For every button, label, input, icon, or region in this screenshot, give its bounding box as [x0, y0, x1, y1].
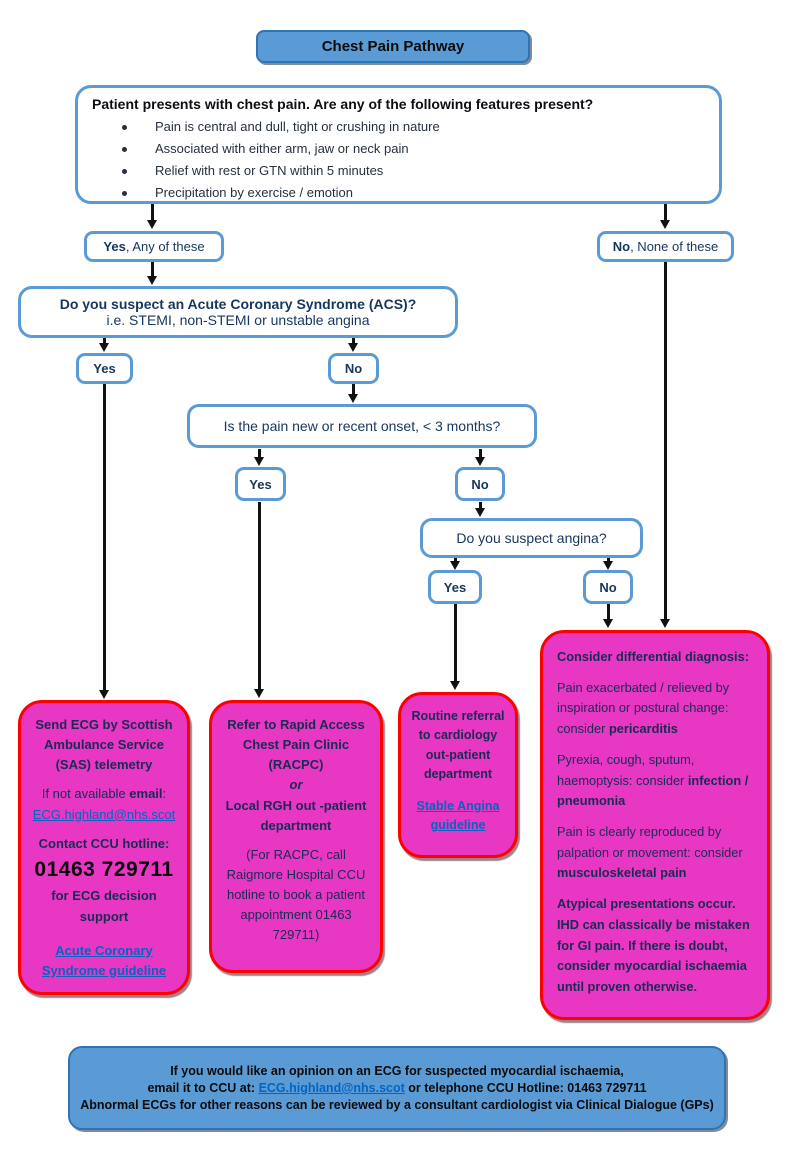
footer-ecg-opinion-banner — [68, 1046, 726, 1130]
angina-no-box — [583, 570, 633, 604]
differential-infection: Pyrexia, cough, sputum, haemoptysis: consider infection / pneumonia — [557, 751, 749, 809]
differential-pericarditis: Pain exacerbated / relieved by inspiration or postural change: consider pericarditis — [557, 679, 730, 737]
acs-question: Do you suspect an Acute Coronary Syndrome (ACS)? — [59, 296, 417, 312]
angina-yes-box — [428, 570, 482, 604]
entry-question-box — [75, 85, 722, 204]
branch-no-none-label: No, None of these — [612, 239, 719, 254]
arrow-angina-to-yes — [454, 558, 457, 561]
pain-new-no-box — [455, 467, 505, 501]
pain-new-yes-box — [235, 467, 286, 501]
arrow-no-none-to-differential — [664, 262, 667, 619]
acs-decision-box — [18, 286, 458, 338]
ccu-hotline: Contact CCU hotline: 01463 729711 for ECG decision support — [34, 835, 174, 924]
arrow-pain-new-no-to-angina — [479, 502, 482, 508]
differential-heading: Consider differential diagnosis: — [557, 649, 749, 664]
differential-atypical: Atypical presentations occur. IHD can classically be mistaken for GI pain. If there is doubt, consider myocardial ischaemia until proven otherwise. — [557, 896, 750, 995]
branch-yes-any-box — [84, 231, 224, 262]
entry-question-heading: Patient presents with chest pain. Are any of the following features present? — [92, 96, 594, 112]
arrow-pain-new-to-no — [479, 449, 482, 457]
differential-musculoskeletal: Pain is clearly reproduced by palpation or movement: consider musculoskeletal pain — [557, 824, 743, 881]
routine-referral-heading: Routine referral to cardiology out-patient department — [411, 709, 505, 782]
page-title — [256, 30, 530, 63]
list-item: Relief with rest or GTN within 5 minutes — [92, 160, 703, 182]
acs-no-box — [328, 353, 379, 384]
send-ecg-action-box — [18, 700, 190, 995]
differential-diagnosis-box — [540, 630, 770, 1020]
list-item: Pain is central and dull, tight or crushing in nature — [92, 116, 703, 138]
angina-question: Do you suspect angina? — [456, 530, 607, 546]
acs-no-label: No — [344, 361, 363, 376]
pain-new-question: Is the pain new or recent onset, < 3 months? — [223, 418, 501, 434]
arrow-angina-to-no — [607, 558, 610, 561]
arrow-angina-yes-to-routine — [454, 604, 457, 681]
arrow-pain-new-to-yes — [258, 449, 261, 457]
footer-line2: email it to CCU at: ECG.highland@nhs.scot or telephone CCU Hotline: 01463 729711 — [147, 1081, 647, 1095]
arrow-entry-to-no-none — [664, 204, 667, 220]
racpc-heading: Refer to Rapid Access Chest Pain Clinic (RACPC) — [227, 717, 365, 773]
racpc-or: or — [289, 777, 303, 793]
angina-decision-box — [420, 518, 643, 558]
send-ecg-availability: If not available email: ECG.highland@nhs.scot — [32, 786, 176, 822]
rgh-heading: Local RGH out -patient department — [225, 797, 367, 833]
arrow-acs-to-no — [352, 338, 355, 343]
arrow-pain-new-yes-to-racpc — [258, 502, 261, 689]
angina-no-label: No — [599, 579, 617, 595]
ecg-email-link[interactable]: ECG.highland@nhs.scot — [32, 806, 176, 822]
arrow-angina-no-to-differential — [607, 604, 610, 619]
acs-yes-label: Yes — [93, 361, 116, 376]
pain-new-decision-box — [187, 404, 537, 448]
pain-new-yes-label: Yes — [249, 476, 272, 492]
entry-feature-list — [92, 116, 703, 204]
routine-referral-action-box — [398, 692, 518, 858]
send-ecg-heading: Send ECG by Scottish Ambulance Service (SAS) telemetry — [35, 717, 173, 773]
arrow-acs-to-yes — [103, 338, 106, 343]
branch-no-none-box — [597, 231, 734, 262]
footer-line3: Abnormal ECGs for other reasons can be reviewed by a consultant cardiologist via Clinical Dialogue (GPs) — [80, 1098, 714, 1112]
racpc-note: (For RACPC, call Raigmore Hospital CCU hotline to book a patient appointment 01463 729711) — [226, 846, 366, 943]
arrow-entry-to-yes-any — [151, 204, 154, 220]
acs-subtext: i.e. STEMI, non-STEMI or unstable angina — [106, 312, 370, 328]
acs-guideline-link[interactable]: Acute Coronary Syndrome guideline — [41, 942, 167, 978]
list-item: Precipitation by exercise / emotion — [92, 182, 703, 204]
page-title-text: Chest Pain Pathway — [321, 38, 465, 55]
stable-angina-guideline-link[interactable]: Stable Angina guideline — [416, 798, 500, 832]
arrow-yes-any-to-acs — [151, 262, 154, 276]
acs-yes-box — [76, 353, 133, 384]
angina-yes-label: Yes — [443, 579, 467, 595]
ccu-hotline-number: 01463 729711 — [34, 857, 174, 881]
racpc-action-box — [209, 700, 383, 973]
list-item: Associated with either arm, jaw or neck pain — [92, 138, 703, 160]
pain-new-no-label: No — [471, 476, 489, 492]
branch-yes-any-label: Yes, Any of these — [103, 239, 205, 254]
arrow-acs-no-to-pain-new — [352, 384, 355, 394]
footer-ecg-email-link[interactable]: ECG.highland@nhs.scot — [258, 1081, 405, 1095]
arrow-acs-yes-to-send-ecg — [103, 384, 106, 690]
footer-line1: If you would like an opinion on an ECG for suspected myocardial ischaemia, — [170, 1064, 624, 1078]
